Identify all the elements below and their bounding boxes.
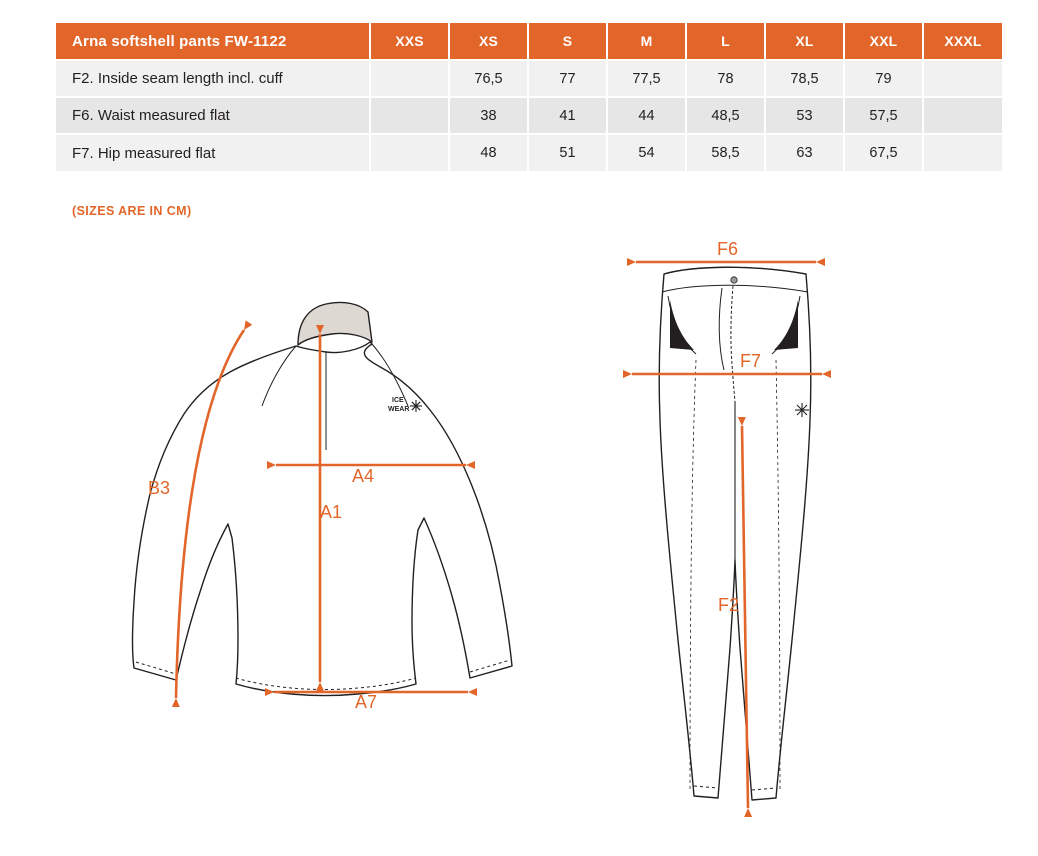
measure-label-f7: F7 <box>740 351 762 371</box>
cell-f2-s: 77 <box>528 60 607 97</box>
brand-text-line2: WEAR <box>388 406 410 413</box>
table-header-xxl: XXL <box>844 23 923 60</box>
table-header-xxxl: XXXL <box>923 23 1002 60</box>
cell-f7-s: 51 <box>528 134 607 171</box>
table-header-xs: XS <box>449 23 528 60</box>
cell-f2-m: 77,5 <box>607 60 686 97</box>
cell-f2-xl: 78,5 <box>765 60 844 97</box>
table-header-product-name: Arna softshell pants FW-1122 <box>56 23 370 60</box>
table-row <box>56 60 1002 97</box>
jacket-diagram <box>120 250 520 750</box>
cell-f2-xxl: 79 <box>844 60 923 97</box>
cell-f7-xl: 63 <box>765 134 844 171</box>
jacket-svg <box>120 250 520 750</box>
cell-f6-xxs <box>370 97 449 134</box>
cell-f2-xxs <box>370 60 449 97</box>
cell-f7-m: 54 <box>607 134 686 171</box>
cell-f7-xxs <box>370 134 449 171</box>
cell-f7-xxxl <box>923 134 1002 171</box>
table-header-xl: XL <box>765 23 844 60</box>
pants-outline <box>659 267 811 800</box>
pants-svg <box>600 230 900 830</box>
row-label-f6: F6. Waist measured flat <box>56 97 370 134</box>
size-table-body <box>56 60 1002 171</box>
cell-f7-l: 58,5 <box>686 134 765 171</box>
measure-label-a1: A1 <box>320 502 343 522</box>
jacket-outline <box>133 302 513 695</box>
cell-f7-xs: 48 <box>449 134 528 171</box>
cell-f7-xxl: 67,5 <box>844 134 923 171</box>
brand-text-line1: ICE <box>392 397 404 404</box>
cell-f6-m: 44 <box>607 97 686 134</box>
cell-f6-s: 41 <box>528 97 607 134</box>
units-note: (SIZES ARE IN CM) <box>72 204 192 218</box>
cell-f6-xxxl <box>923 97 1002 134</box>
row-label-f7: F7. Hip measured flat <box>56 134 370 171</box>
measure-label-b3: B3 <box>148 478 171 498</box>
cell-f2-xxxl <box>923 60 1002 97</box>
table-row <box>56 97 1002 134</box>
table-row <box>56 134 1002 171</box>
size-table-container <box>56 23 1002 171</box>
size-table <box>56 23 1002 171</box>
measure-label-a7: A7 <box>355 692 378 712</box>
cell-f2-xs: 76,5 <box>449 60 528 97</box>
measure-label-a4: A4 <box>352 466 375 486</box>
cell-f2-l: 78 <box>686 60 765 97</box>
table-header-s: S <box>528 23 607 60</box>
table-header-l: L <box>686 23 765 60</box>
size-table-head <box>56 23 1002 60</box>
measure-label-f2: F2 <box>718 595 740 615</box>
cell-f6-xxl: 57,5 <box>844 97 923 134</box>
cell-f6-xs: 38 <box>449 97 528 134</box>
cell-f6-xl: 53 <box>765 97 844 134</box>
measure-label-f6: F6 <box>717 239 739 259</box>
cell-f6-l: 48,5 <box>686 97 765 134</box>
table-header-xxs: XXS <box>370 23 449 60</box>
snowflake-icon <box>795 403 809 417</box>
table-header-m: M <box>607 23 686 60</box>
pants-diagram <box>600 230 900 830</box>
table-header-row <box>56 23 1002 60</box>
row-label-f2: F2. Inside seam length incl. cuff <box>56 60 370 97</box>
